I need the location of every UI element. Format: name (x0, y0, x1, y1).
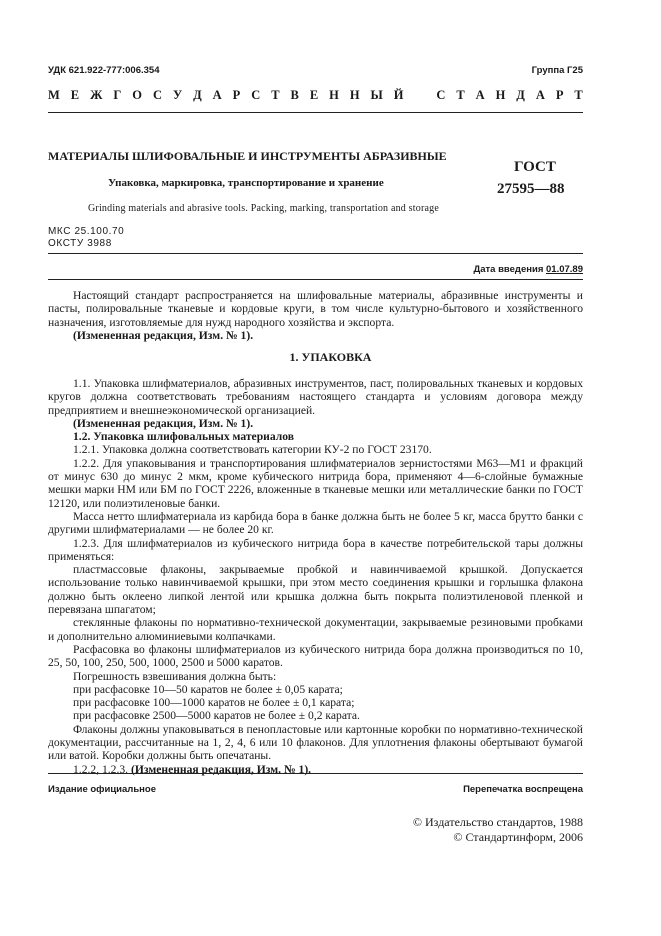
clause-plastic: пластмассовые флаконы, закрываемые пробкой и навинчиваемой крышкой. Допускается использование только навинчиваемой крышки, при этом место соединения крышки и горлышка флакона должно быть оклеено липкой лентой или крышка должна быть покрыта полиэтиленовой пленкой и перевязана шпагатом; (48, 563, 583, 617)
banner-rule (48, 112, 583, 113)
clause-glass: стеклянные флаконы по нормативно-технической документации, закрываемые резиновыми пробками и дополнительно алюминиевыми колпачками. (48, 616, 583, 643)
clause-range-3: при расфасовке 2500—5000 каратов не более ± 0,2 карата. (73, 709, 360, 723)
banner-letter: Д (193, 88, 202, 102)
clause-mass: Масса нетто шлифматериала из карбида бора в банке должна быть не более 5 кг, масса брутто банки с другими шлифматериалами — не более 20 кг. (48, 509, 583, 537)
banner-letter: Е (70, 88, 80, 102)
banner-letter: Т (456, 88, 465, 102)
banner-letter: Г (113, 88, 122, 102)
clause-1-2-2: 1.2.2. Для упаковывания и транспортирования шлифматериалов зернистостями М63—М1 и фракций от минус 630 до минус 2 мкм, кроме кубического нитрида бора, применяют 4—6-слойные бумажные мешки марки НМ или БМ по ГОСТ 2226, вложенные в тканевые мешки или металлические банки по ГОСТ 12120, или полиэтиленовые банки. (48, 456, 583, 510)
date-rule (48, 279, 583, 280)
banner-letter: О (132, 88, 143, 102)
intro-block (48, 289, 583, 342)
banner-letter: С (251, 88, 261, 102)
gost-label: ГОСТ (514, 159, 556, 175)
copyright-2006: © Стандартинформ, 2006 (453, 830, 583, 844)
codes-rule (48, 253, 583, 254)
clause-1-1: 1.1. Упаковка шлифматериалов, абразивных инструментов, паст, полировальных тканевых и кордовых кругов должна соответствовать требованиям настоящего стандарта и условиям договора между предприятием и внешнеэкономической организацией. (48, 377, 583, 417)
banner-letter: Т (574, 88, 583, 102)
date-label: Дата введения (473, 264, 544, 275)
group-code: Группа Г25 (531, 65, 583, 76)
clause-1-1-amendment: (Измененная редакция, Изм. № 1). (73, 416, 254, 430)
banner-letter: Т (271, 88, 280, 102)
banner-letter: Д (516, 88, 525, 102)
clause-1-2-1: 1.2.1. Упаковка должна соответствовать категории КУ-2 по ГОСТ 23170. (73, 443, 432, 457)
introduction-date (473, 264, 583, 275)
banner-letter: Н (329, 88, 339, 102)
banner-letter: Н (495, 88, 506, 102)
banner-letter: А (475, 88, 485, 102)
clause-range-2: при расфасовке 100—1000 каратов не более ± 0,1 карата; (73, 696, 355, 710)
clause-range-1: при расфасовке 10—50 каратов не более ± 0,05 карата; (73, 682, 343, 696)
banner-letter: А (212, 88, 222, 102)
mks-code: МКС 25.100.70 (48, 226, 125, 237)
footer-rule (48, 773, 583, 774)
section-1-body (48, 377, 583, 776)
gost-number: 27595—88 (497, 181, 565, 197)
okstu-code: ОКСТУ 3988 (48, 238, 112, 249)
banner-letter: А (535, 88, 545, 102)
banner-letter: Е (309, 88, 319, 102)
banner-letter: Й (393, 88, 404, 102)
final-amendment-numbers: 1.2.2, 1.2.3. (73, 762, 129, 776)
banner-letter: Н (349, 88, 360, 102)
official-edition: Издание официальное (48, 784, 156, 795)
udk-code: УДК 621.922-777:006.354 (48, 65, 160, 76)
banner-letter: Р (555, 88, 564, 102)
clause-rasfasovka: Расфасовка во флаконы шлифматериалов из кубического нитрида бора должна производиться по 10, 25, 50, 100, 250, 500, 1000, 2500 и 5000 каратов. (48, 642, 583, 670)
final-amendment-text: (Измененная редакция, Изм. № 1). (130, 762, 312, 776)
document-title: МАТЕРИАЛЫ ШЛИФОВАЛЬНЫЕ И ИНСТРУМЕНТЫ АБРАЗИВНЫЕ (48, 149, 447, 163)
banner-letter: М (48, 88, 60, 102)
copyright-1988: © Издательство стандартов, 1988 (412, 815, 583, 829)
banner-letter: Ы (370, 88, 383, 102)
standard-banner (48, 88, 583, 103)
document-subtitle: Упаковка, маркировка, транспортирование и хранение (108, 177, 384, 189)
banner-letter: У (172, 88, 183, 102)
banner-letter: В (290, 88, 299, 102)
clause-1-2-heading: 1.2. Упаковка шлифовальных материалов (73, 430, 294, 444)
section-1-heading: 1. УПАКОВКА (289, 350, 372, 364)
banner-letter: Ж (90, 88, 103, 102)
clause-flakony: Флаконы должны упаковываться в пенопластовые или картонные коробки по нормативно-технической документации, рассчитанные на 1, 2, 4, 6 или 10 флаконов. Для уплотнения флаконы обертывают бумагой или ватой. Коробки должны быть опечатаны. (48, 722, 583, 763)
clause-1-2-3: 1.2.3. Для шлифматериалов из кубического нитрида бора в качестве потребительской тары должны применяться: (48, 536, 583, 563)
intro-paragraph: Настоящий стандарт распространяется на шлифовальные материалы, абразивные инструменты и пасты, полировальные тканевые и кордовые круги, в том числе культурно-бытового и хозяйственного назначения, изготовляемые для нужд народного хозяйства и экспорта. (48, 289, 583, 329)
clause-pogreshnost: Погрешность взвешивания должна быть: (73, 669, 277, 683)
banner-letter: С (152, 88, 163, 102)
banner-letter: С (436, 88, 446, 102)
reprint-prohibited: Перепечатка воспрещена (463, 784, 583, 795)
intro-amendment: (Измененная редакция, Изм. № 1). (73, 328, 254, 342)
banner-letter: Р (232, 88, 241, 102)
date-value: 01.07.89 (546, 264, 583, 275)
english-title: Grinding materials and abrasive tools. Packing, marking, transportation and storage (88, 203, 439, 214)
